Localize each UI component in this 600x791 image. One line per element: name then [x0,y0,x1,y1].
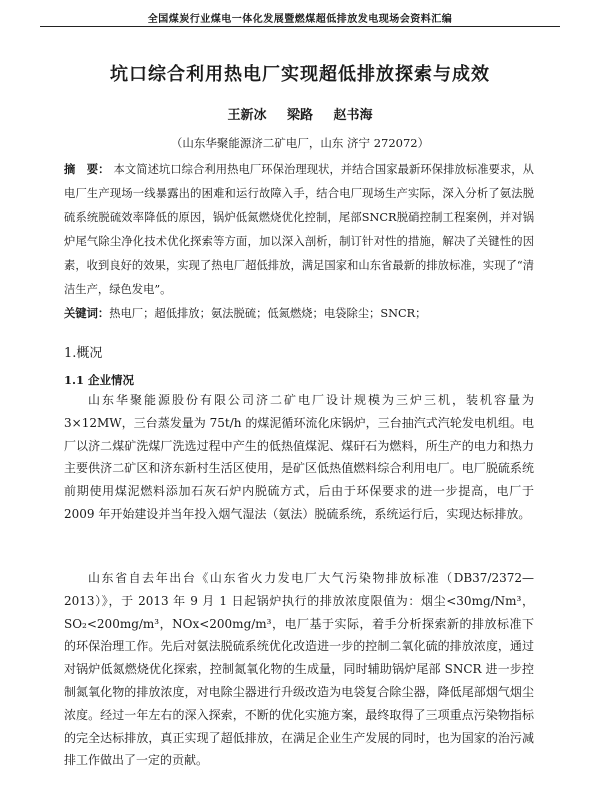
body-paragraph: 山东华聚能源股份有限公司济二矿电厂设计规模为三炉三机，装机容量为 3×12MW，三台蒸发量为 75t/h 的煤泥循环流化床锅炉，三台抽汽式汽轮发电机组。电厂以济二煤矿洗煤厂洗选过程中产生的低热值煤泥、煤矸石为燃料，所生产的电力和热力主要供济二矿区和济东新村生活区使用，是矿区低热值燃料综合利用电厂。电厂脱硫系统前期使用煤泥燃料添加石灰石炉内脱硫方式，后由于环保要求的进一步提高，电厂于 2009 年开始建设并当年投入烟气湿法（氨法）脱硫系统，系统运行后，实现达标排放。 [64,393,534,521]
keywords-text: 热电厂；超低排放；氨法脱硫；低氮燃烧；电袋除尘；SNCR； [109,307,427,320]
header-divider [40,26,560,27]
keywords-label: 关键词： [64,306,110,320]
author-name: 梁路 [286,108,313,123]
author-list [40,104,560,123]
abstract-label: 摘 要： [64,162,110,176]
author-affiliation: （山东华聚能源济二矿电厂，山东 济宁 272072） [170,136,430,150]
keywords [64,302,534,325]
article-title: 坑口综合利用热电厂实现超低排放探索与成效 [110,64,490,85]
author-name: 王新冰 [227,108,267,123]
running-header: 全国煤炭行业煤电一体化发展暨燃煤超低排放发电现场会资料汇编 [147,14,453,25]
body-paragraph: 山东省自去年出台《山东省火力发电厂大气污染物排放标准（DB37/2372—2013）》，于 2013 年 9 月 1 日起锅炉执行的排放浓度限值为：烟尘<30mg/Nm³，SO₂<200mg/m³，NOx<200mg/m³，电厂基于实际，着手分析探索新的排放标准下的环保治理工作。先后对氨法脱硫系统优化改造进一步的控制二氧化硫的排放浓度，通过对锅炉低氮燃烧优化探索，控制氮氧化物的生成量，同时辅助锅炉尾部 SNCR 进一步控制氮氧化物的排放浓度，对电除尘器进行升级改造为电袋复合除尘器，降低尾部烟气烟尘浓度。经过一年左右的深入探索，不断的优化实施方案，最终取得了三项重点污染物指标的完全达标排放，真正实现了超低排放，在满足企业生产发展的同时，也为国家的治污减排工作做出了一定的贡献。 [64,571,534,768]
author-name: 赵书海 [333,108,373,123]
subsection-heading: 1.1 企业情况 [64,373,135,387]
abstract [64,157,534,302]
abstract-text: 本文简述坑口综合利用热电厂环保治理现状，并结合国家最新环保排放标准要求，从电厂生产现场一线暴露出的困难和运行故障入手，结合电厂现场生产实际，深入分析了氨法脱硫系统脱硫效率降低的原因，锅炉低氮燃烧优化控制，尾部SNCR脱硝控制工程案例，并对锅炉尾气除尘净化技术优化探索等方面，加以深入剖析，制订针对性的措施，解决了关键性的因素，收到良好的效果，实现了热电厂超低排放，满足国家和山东省最新的排放标准，实现了“清洁生产，绿色发电”。 [64,163,534,296]
section-heading: 1.概况 [64,346,103,361]
